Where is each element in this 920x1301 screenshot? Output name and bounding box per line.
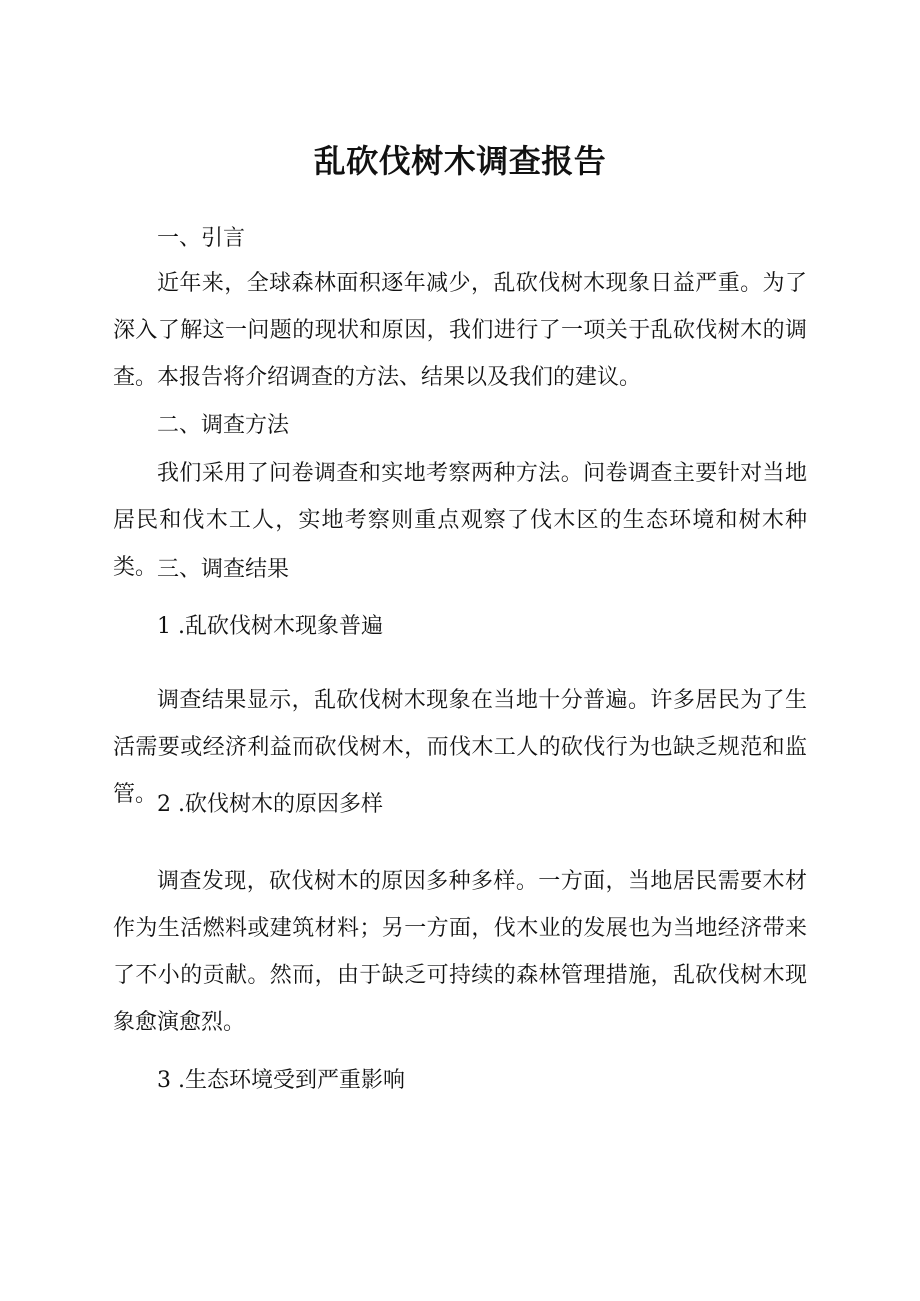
method-paragraph: 我们采用了问卷调查和实地考察两种方法。问卷调查主要针对当地居民和伐木工人，实地考察则重点观察了伐木区的生态环境和树木种类。 [113, 461, 807, 580]
section-heading-method: 二、调查方法 [157, 413, 290, 438]
section-heading-introduction: 一、引言 [157, 226, 246, 251]
finding-heading-2: 2 .砍伐树木的原因多样 [157, 792, 383, 817]
finding-paragraph-1: 调查结果显示，乱砍伐树木现象在当地十分普遍。许多居民为了生活需要或经济利益而砍伐树木，而伐木工人的砍伐行为也缺乏规范和监管。 [113, 688, 807, 807]
finding-heading-3: 3 .生态环境受到严重影响 [157, 1068, 405, 1093]
introduction-paragraph: 近年来，全球森林面积逐年减少，乱砍伐树木现象日益严重。为了深入了解这一问题的现状和原因，我们进行了一项关于乱砍伐树木的调查。本报告将介绍调查的方法、结果以及我们的建议。 [113, 271, 807, 390]
finding-heading-1: 1 .乱砍伐树木现象普遍 [157, 614, 383, 639]
finding-paragraph-2: 调查发现，砍伐树木的原因多种多样。一方面，当地居民需要木材作为生活燃料或建筑材料；另一方面，伐木业的发展也为当地经济带来了不小的贡献。然而，由于缺乏可持续的森林管理措施，乱砍伐树木现象愈演愈烈。 [113, 869, 807, 1035]
section-heading-results: 三、调查结果 [157, 557, 290, 582]
document-title: 乱砍伐树木调查报告 [313, 142, 607, 181]
